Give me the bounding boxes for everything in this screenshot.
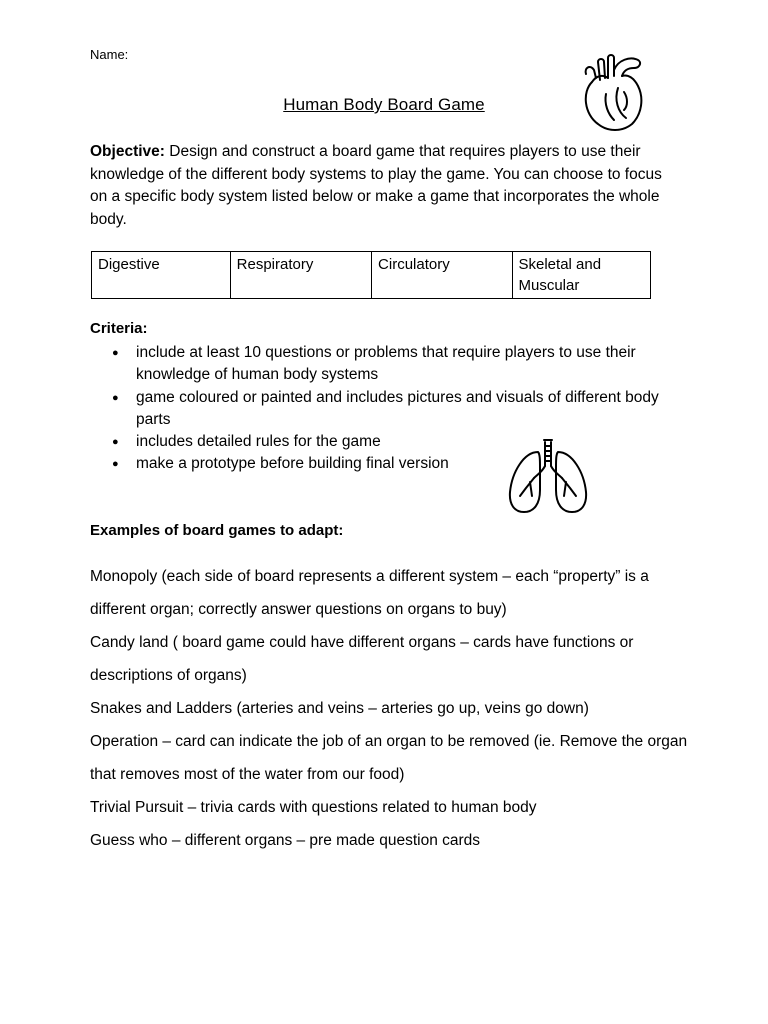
objective-label: Objective:: [90, 143, 165, 160]
list-item: ● make a prototype before building final version: [90, 453, 680, 475]
table-cell: Digestive: [92, 252, 231, 299]
criteria-heading: Criteria:: [90, 320, 148, 337]
heart-icon: [578, 48, 646, 134]
body-systems-table: [91, 251, 651, 299]
list-item: Candy land ( board game could have different organs – cards have functions or descriptions of organs): [90, 634, 634, 684]
name-label: Name:: [90, 47, 129, 62]
examples-heading: Examples of board games to adapt:: [90, 522, 344, 539]
lungs-icon: [506, 438, 590, 520]
list-item: ● includes detailed rules for the game: [90, 431, 680, 453]
list-item: Trivial Pursuit – trivia cards with questions related to human body: [90, 799, 537, 816]
table-cell: Respiratory: [230, 252, 371, 299]
list-item: ● game coloured or painted and includes pictures and visuals of different body parts: [90, 387, 680, 432]
page-title: Human Body Board Game: [283, 95, 485, 114]
examples-list: [90, 560, 690, 857]
objective-text: Design and construct a board game that requires players to use their knowledge of the different body systems to play the game. You can choose to focus on a specific body system listed below or make a game that incorporates the whole body.: [90, 143, 662, 228]
list-item: Operation – card can indicate the job of an organ to be removed (ie. Remove the organ that removes most of the water from our food): [90, 733, 688, 783]
list-item: Monopoly (each side of board represents a different system – each “property” is a different organ; correctly answer questions on organs to buy): [90, 568, 649, 618]
list-item: Guess who – different organs – pre made question cards: [90, 832, 481, 849]
objective-paragraph: [90, 141, 680, 231]
list-item: Snakes and Ladders (arteries and veins – arteries go up, veins go down): [90, 700, 589, 717]
table-cell: Skeletal and Muscular: [512, 252, 651, 299]
table-row: [92, 252, 651, 299]
criteria-list: [90, 342, 680, 476]
list-item: ● include at least 10 questions or problems that require players to use their knowledge of human body systems: [90, 342, 680, 387]
table-cell: Circulatory: [372, 252, 512, 299]
